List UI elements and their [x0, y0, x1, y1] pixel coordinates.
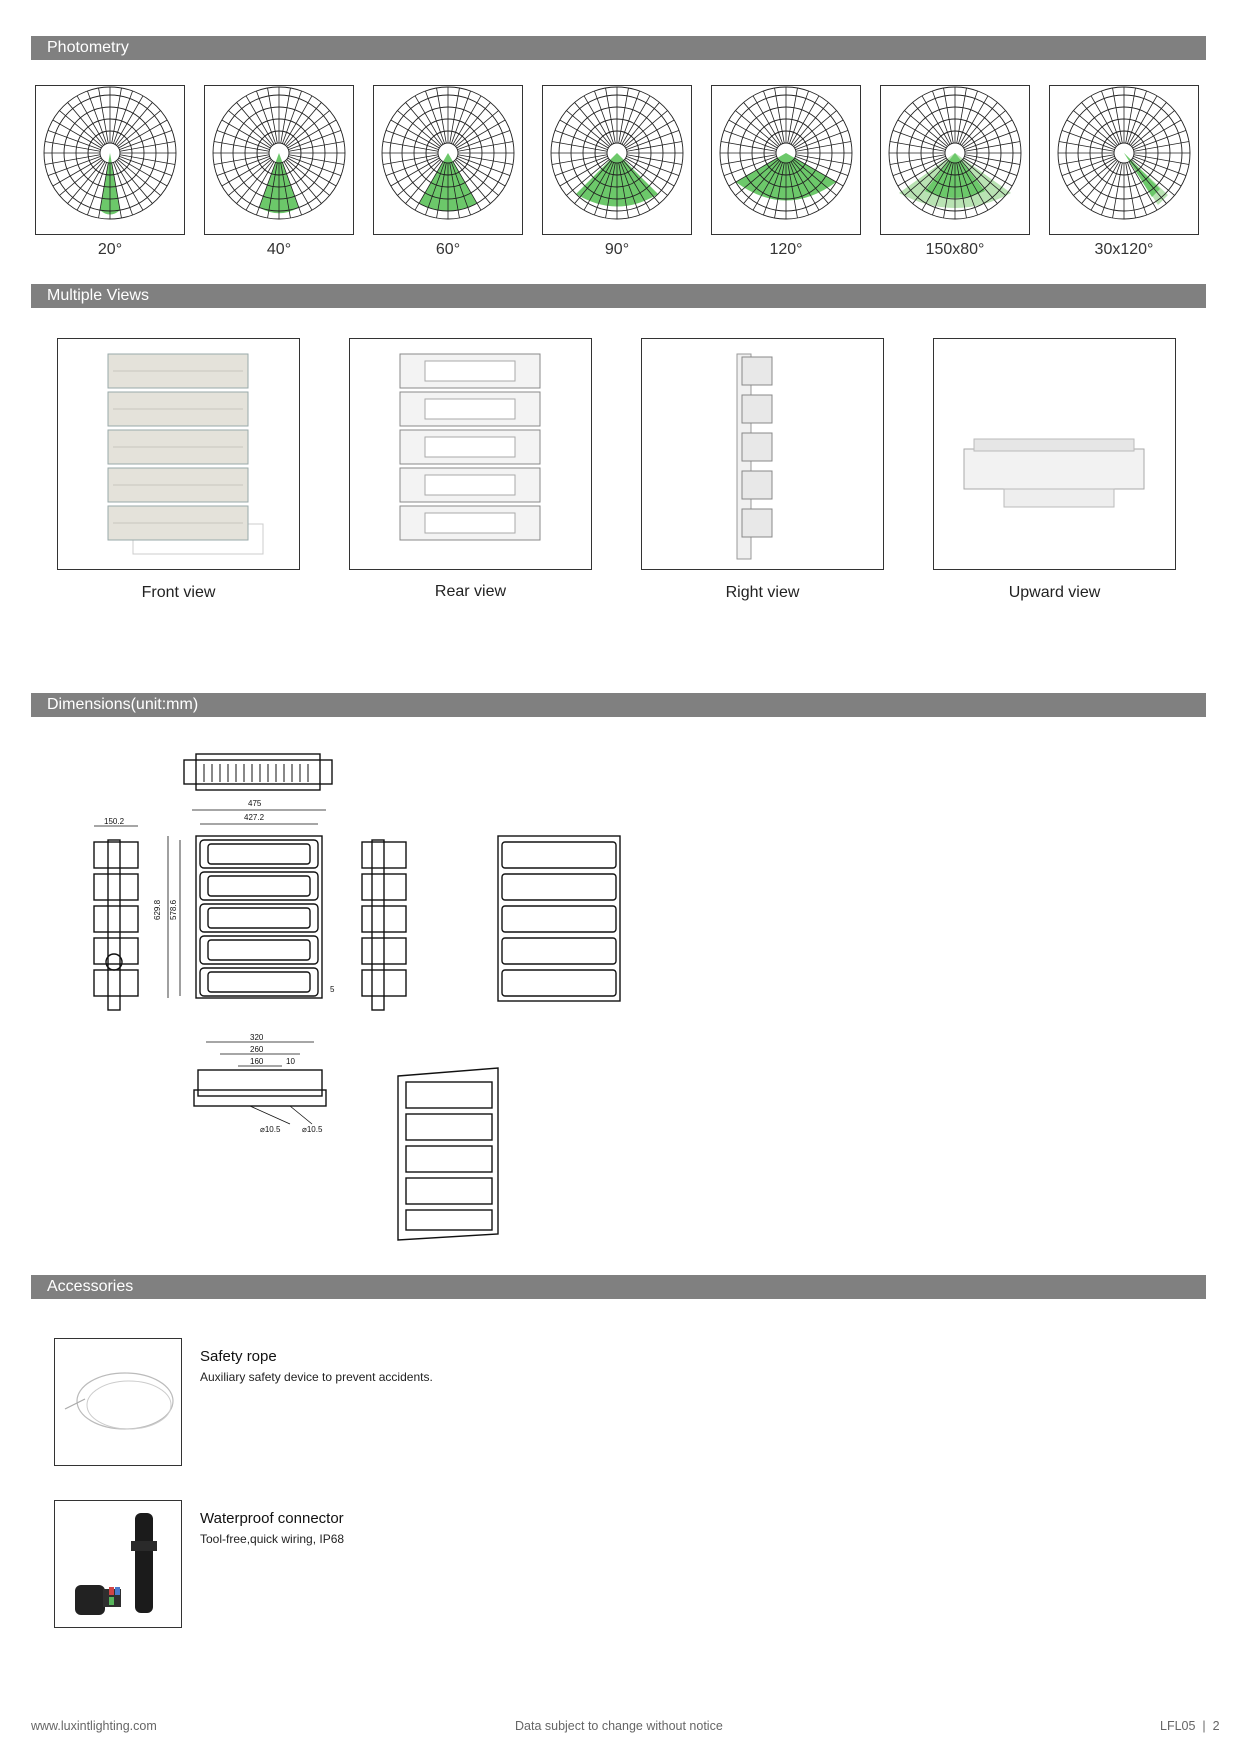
beam-angle-label: 60° — [435, 241, 461, 258]
beam-angle-label: 150x80° — [925, 241, 985, 258]
right-view-image — [641, 338, 884, 570]
dim-5: 5 — [330, 985, 335, 994]
beam-angle-label: 40° — [266, 241, 292, 258]
polar-diagram — [880, 85, 1030, 235]
dim-578-6: 578.6 — [169, 899, 178, 920]
right-view-label: Right view — [725, 584, 800, 601]
beam-angle-label: 120° — [769, 241, 803, 258]
polar-diagram — [373, 85, 523, 235]
dim-10: 10 — [286, 1057, 295, 1066]
footer-page: LFL05 | 2 — [1160, 1719, 1220, 1733]
accessory-desc-waterproof-connector: Tool-free,quick wiring, IP68 — [200, 1532, 345, 1546]
waterproof-connector-icon — [54, 1500, 182, 1628]
footer-website[interactable]: www.luxintlighting.com — [31, 1719, 157, 1733]
section-header-accessories: Accessories — [31, 1275, 1206, 1299]
dimension-drawings — [80, 740, 680, 1260]
front-view-label: Front view — [141, 584, 216, 601]
dim-427-2: 427.2 — [244, 813, 265, 822]
beam-angle-label: 90° — [604, 241, 630, 258]
section-header-photometry: Photometry — [31, 36, 1206, 60]
dim-hole-left: ⌀10.5 — [260, 1125, 281, 1134]
rear-view-image — [349, 338, 592, 570]
upward-view-label: Upward view — [1008, 584, 1101, 601]
polar-diagram — [1049, 85, 1199, 235]
dim-260: 260 — [250, 1045, 264, 1054]
rear-view-label: Rear view — [434, 583, 507, 600]
dim-320: 320 — [250, 1033, 264, 1042]
section-header-dimensions: Dimensions(unit:mm) — [31, 693, 1206, 717]
section-header-multiple-views: Multiple Views — [31, 284, 1206, 308]
polar-diagram — [711, 85, 861, 235]
safety-rope-icon — [54, 1338, 182, 1466]
polar-diagram — [542, 85, 692, 235]
dim-150-2: 150.2 — [104, 817, 125, 826]
beam-angle-label: 20° — [97, 241, 123, 258]
dim-629-8: 629.8 — [153, 899, 162, 920]
beam-angle-label: 30x120° — [1094, 241, 1154, 258]
footer-notice: Data subject to change without notice — [515, 1719, 723, 1733]
front-view-image — [57, 338, 300, 570]
dim-160: 160 — [250, 1057, 264, 1066]
polar-diagram — [204, 85, 354, 235]
polar-diagram — [35, 85, 185, 235]
upward-view-image — [933, 338, 1176, 570]
accessory-desc-safety-rope: Auxiliary safety device to prevent accidents. — [200, 1370, 433, 1384]
accessory-title-safety-rope: Safety rope — [200, 1348, 277, 1365]
dim-hole-right: ⌀10.5 — [302, 1125, 323, 1134]
dim-475: 475 — [248, 799, 262, 808]
accessory-title-waterproof-connector: Waterproof connector — [200, 1510, 344, 1527]
